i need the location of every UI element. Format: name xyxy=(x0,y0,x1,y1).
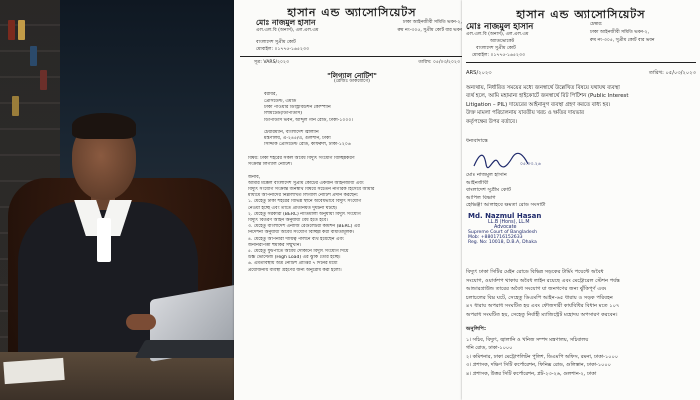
second-paragraph xyxy=(466,268,698,320)
addressee-line: সিদ্দিকি প্রেসিডেন্ট রোড, কাফরুল, ঢাকা-১২০৬ xyxy=(264,142,351,148)
stamp-degree: LL.B (Hons), LL.M xyxy=(488,220,530,225)
body-line: কর্তৃপক্ষের উপর বর্তাবে। xyxy=(466,118,517,125)
addressee-line: চেয়ারম্যান, বাংলাদেশ জ্বালানি xyxy=(264,130,319,136)
book xyxy=(12,96,19,116)
body-line: বিদ্যুৎ বিতরণ আইন অনুযায়ী বৈধ হতে হবে। xyxy=(248,218,328,224)
body-line: জনাব, xyxy=(248,174,261,180)
notice-body xyxy=(248,156,464,274)
stamp-court: Supreme Court of Bangladesh xyxy=(468,230,538,235)
notice-date: তারিখ: ০৫/০৩/২০২৩ xyxy=(648,70,696,76)
header-rule xyxy=(466,62,696,63)
chamber-address: ঢাকা আইনজীবী সমিতি ভবন-২, xyxy=(402,20,462,25)
signer-court: বাংলাদেশ সুপ্রীম কোর্ট xyxy=(466,187,511,194)
laptop-keyboard xyxy=(135,340,240,358)
body-line: অন্যথায়, নির্ধারিত সময়ের মধ্যে জনস্বার্থে উল্লেখিত বিষয়ে যথাযথ ব্যবস্থা xyxy=(466,85,620,91)
copy-line: ১। সচিব, বিদ্যুৎ, জ্বালানি ও খনিজ সম্পদ মন্ত্রণালয়, সচিবালয় xyxy=(466,337,589,343)
stamp-registration: Reg. No: 10018, D.B.A, Dhaka xyxy=(468,240,537,245)
body-line: সংক্রান্ত লিগ্যাল নোটিশ। xyxy=(248,162,293,168)
body-line: বিষয়: ঢাকা শহরের সকল অবৈধ বিদ্যুৎ সংযোগ বিচ্ছিন্নকরণ xyxy=(248,156,355,161)
reference-number: সূত্র: VARS/২০২৩ xyxy=(254,60,290,65)
addressee-block xyxy=(264,99,464,149)
copy-line: ৪। প্রশাসক, উত্তর সিটি কর্পোরেশন, প্লট-২৩-২৬, গুলশান-২, ঢাকা xyxy=(466,370,597,377)
lawyer-name: মোঃ নাজমুল হাসান xyxy=(466,22,534,32)
body-line: ৩. যেহেতু বাংলাদেশ এনার্জি রেগুলেটরী কমিশন (BERC) এর xyxy=(248,224,360,230)
room-address: রুম নং-৩০৫, সুপ্রীম কোর্ট বার ভবন xyxy=(590,38,655,43)
stamp-mobile: Mob: +8801716152633 xyxy=(468,235,523,240)
notice-title: "লিগ্যাল নোটিশ" xyxy=(327,72,377,80)
body-line: Litigation – PIL) দায়েরের আইনানুগ ব্যবস্থা গ্রহণ করতে বাধ্য হব। xyxy=(466,101,611,108)
body-line: উচ্চ ভোল্টেজ (High Load) এর ঝুঁকি তৈরি হচ্ছে। xyxy=(248,255,341,261)
signature-block xyxy=(466,172,606,210)
body-line: ৬. এমতাবস্থায় অত্র নোটিশ প্রাপ্তির ৭ দিনের মধ্যে xyxy=(248,261,338,267)
lawyer-name: মোঃ নাজমুল হাসান xyxy=(256,18,316,27)
chamber-label: চেম্বার: xyxy=(590,22,603,27)
closing-thanks: ধন্যবাদান্তে xyxy=(466,138,488,144)
chamber-address: ঢাকা আইনজীবী সমিতি ভবন-২, xyxy=(590,30,650,35)
papers xyxy=(3,358,64,384)
signer-name: মোঃ নাজমুল হাসান xyxy=(466,172,507,178)
para-line: বিদ্যুৎ ঢাকা সিটির মেইন রোডে বিভিন্ন সড়কের টার্মিং পয়েন্টে অবৈধ xyxy=(466,269,604,275)
hand xyxy=(126,314,156,330)
notice-subtitle: (রেজিঃ ডাকযোগে) xyxy=(334,79,370,84)
addressee-line: প্রেসিডেন্ট, এমডি xyxy=(264,99,297,104)
legal-notice-page-2 xyxy=(462,0,700,400)
body-line: ব্যর্থ হলে, আমি মহামান্য হাইকোর্টে জনস্বার্থে রিট পিটিশন (Public Interest xyxy=(466,93,629,100)
copy-line: গনি রোড, ঢাকা-১০০০ xyxy=(466,345,513,352)
lawyer-court: বাংলাদেশ সুপ্রীম কোর্ট xyxy=(256,40,296,45)
body-line: মাধ্যমে আপনাদের নিম্নলিখিত লিগ্যাল নোটিশ প্রদান করছেন: xyxy=(248,193,359,199)
lawyer-mobile: মোবাইল: ০১৭৭৫-১৬৫২৩৩ xyxy=(472,53,525,58)
reference-number: ARS/২০২৩ xyxy=(466,70,492,76)
para-line: আন্ডারগ্রাউন্ড তারের অবৈধ সংযোগ যা জনগণের জন্য ঝুঁকিপূর্ণ এবং xyxy=(466,286,607,293)
addressee-line: ডিপিডিসি ভবন, আব্দুল গনি রোড, ঢাকা-১০০০। xyxy=(264,117,354,123)
para-line: চলাচলের বিঘ্ন ঘটে, সেহেতু ডিএমপি আইন-৬৫ ধারায় ও সড়ক পরিবহন xyxy=(466,294,613,301)
body-line: নির্দেশনা অনুযায়ী অবৈধ সংযোগ বিচ্ছিন্ন করা বাধ্যতামূলক। xyxy=(248,230,355,236)
lawyer-bands xyxy=(97,218,111,262)
body-line: ১. যেহেতু ঢাকা শহরের বিভিন্ন স্থানে অবৈধভাবে বিদ্যুৎ সংযোগ xyxy=(248,199,362,205)
addressee-line: ঢাকা পাওয়ার ডিস্ট্রিবিউশন কোম্পানি xyxy=(264,105,331,111)
room-address: রুম নং-৩০৫, সুপ্রীম কোর্ট বার ভবন xyxy=(397,28,462,33)
book xyxy=(18,20,25,40)
firm-title: হাসান এন্ড অ্যাসোসিয়েটস xyxy=(516,8,646,21)
book xyxy=(40,70,47,90)
para-line: ৪৭ ধারায় অপরাধ সংঘটিত হয় এবং ফৌজদারী কার্যবিধির বিধান মতে ১০৭ xyxy=(466,303,620,310)
body-line: জননিরাপত্তা হুমকির সম্মুখীন। xyxy=(248,242,302,248)
lawyer-court: বাংলাদেশ সুপ্রীম কোর্ট xyxy=(476,46,516,51)
lawyer-degree: এল.এল.বি (অনার্স), এল.এল.এম xyxy=(256,28,319,33)
body-line: ৫. যেহেতু ফুটপাতে অবৈধ দোকানে বিদ্যুৎ সংযোগ দিয়ে xyxy=(248,249,349,255)
hair xyxy=(72,113,136,139)
stamp-title: Advocate xyxy=(494,225,517,230)
stamp-name: Md. Nazmul Hasan xyxy=(468,212,542,220)
body-line: বিদ্যুৎ সংযোগ সংক্রান্ত জনস্বার্থ বিষয়ে সচেতন নাগরিক হিসেবে আমার xyxy=(248,187,375,193)
body-line: ২. যেহেতু সরকারী (BERC) নীতিমালা অনুযায়ী বিদ্যুৎ সংযোগ xyxy=(248,211,361,217)
body-line: ৪. যেহেতু আপনারা দায়িত্ব পালনে ব্যর্থ হয়েছেন এবং xyxy=(248,236,345,242)
firm-title: হাসান এন্ড অ্যাসোসিয়েটস xyxy=(287,6,417,19)
lawyer-degree: এল.এল.বি (অনার্স), এল.এল.এম xyxy=(466,32,529,37)
book xyxy=(8,20,15,40)
copy-line: ৩। প্রশাসক, দক্ষিণ সিটি কর্পোরেশন, ফিনিক্স রোড, গুলিস্তান, ঢাকা-১০০০ xyxy=(466,362,611,369)
signer-address: হেভিঞ্জা আলাহবে ক্ষমতা রোড সংসাটী xyxy=(466,202,546,209)
notice-date: তারিখ: ০৫/০৩/২০২৩ xyxy=(418,60,460,65)
advocate-stamp xyxy=(468,212,578,245)
addressee-line: লিমিটেড(ডিপিডিসি) xyxy=(264,111,303,117)
book xyxy=(30,46,37,66)
lawyer-mobile: মোবাইল: ০১৭৭৫-১৬৫২৩৩ xyxy=(256,47,309,52)
header-rule xyxy=(240,56,464,57)
notice-body xyxy=(466,84,698,126)
lawyer-title: অ্যাডভোকেট xyxy=(490,39,515,44)
para-line: অপরাধ সংঘটিত হয়, সেহেতু নির্বাহী ম্যাজিস্ট্রেট মহোদয় অপসারণ করবেন। xyxy=(466,311,618,318)
body-line: প্রয়োজনীয় ব্যবস্থা গ্রহণের জন্য অনুরোধ করা হলো। xyxy=(248,267,342,273)
body-line: উক্ত মামলা পরিচালনায় যাবতীয় খরচ ও ক্ষতির দায়ভার xyxy=(466,110,585,117)
legal-notice-page-1 xyxy=(234,0,470,400)
para-line: সংযোগ, ওয়ার্কশপ থাকায় অবৈধ লাইন রয়েছে এবং মেট্রোরেল স্টেশন পর্যন্ত xyxy=(466,277,620,284)
lawyer-photo xyxy=(0,0,240,400)
signer-division: আপিল বিভাগ xyxy=(466,194,496,201)
body-line: আমার মক্কেল বাংলাদেশ সুপ্রীম কোর্টের একজন আইনজীবী এবং xyxy=(248,180,364,186)
signature-date: ০৫.০৩.২৬ xyxy=(520,162,541,167)
copies-label: অনুলিপি: xyxy=(466,326,487,332)
to-label: বরাবর, xyxy=(264,92,277,97)
signer-role: আইনজীবী xyxy=(466,179,489,186)
addressee-line: মন্ত্রণালয়, এ-২৪৫/এ, গুলশান, ঢাকা xyxy=(264,136,331,142)
copies-list xyxy=(466,336,698,378)
signature-scribble xyxy=(472,150,542,172)
copy-line: ২। কমিশনার, ঢাকা মেট্রোপলিটন পুলিশ, ডিএমপি অফিস, রমনা, ঢাকা-১০০০ xyxy=(466,353,618,360)
body-line: নেওয়া হচ্ছে এবং তাতে প্রতিনিয়ত দুর্ঘটনা ঘটছে। xyxy=(248,205,338,211)
